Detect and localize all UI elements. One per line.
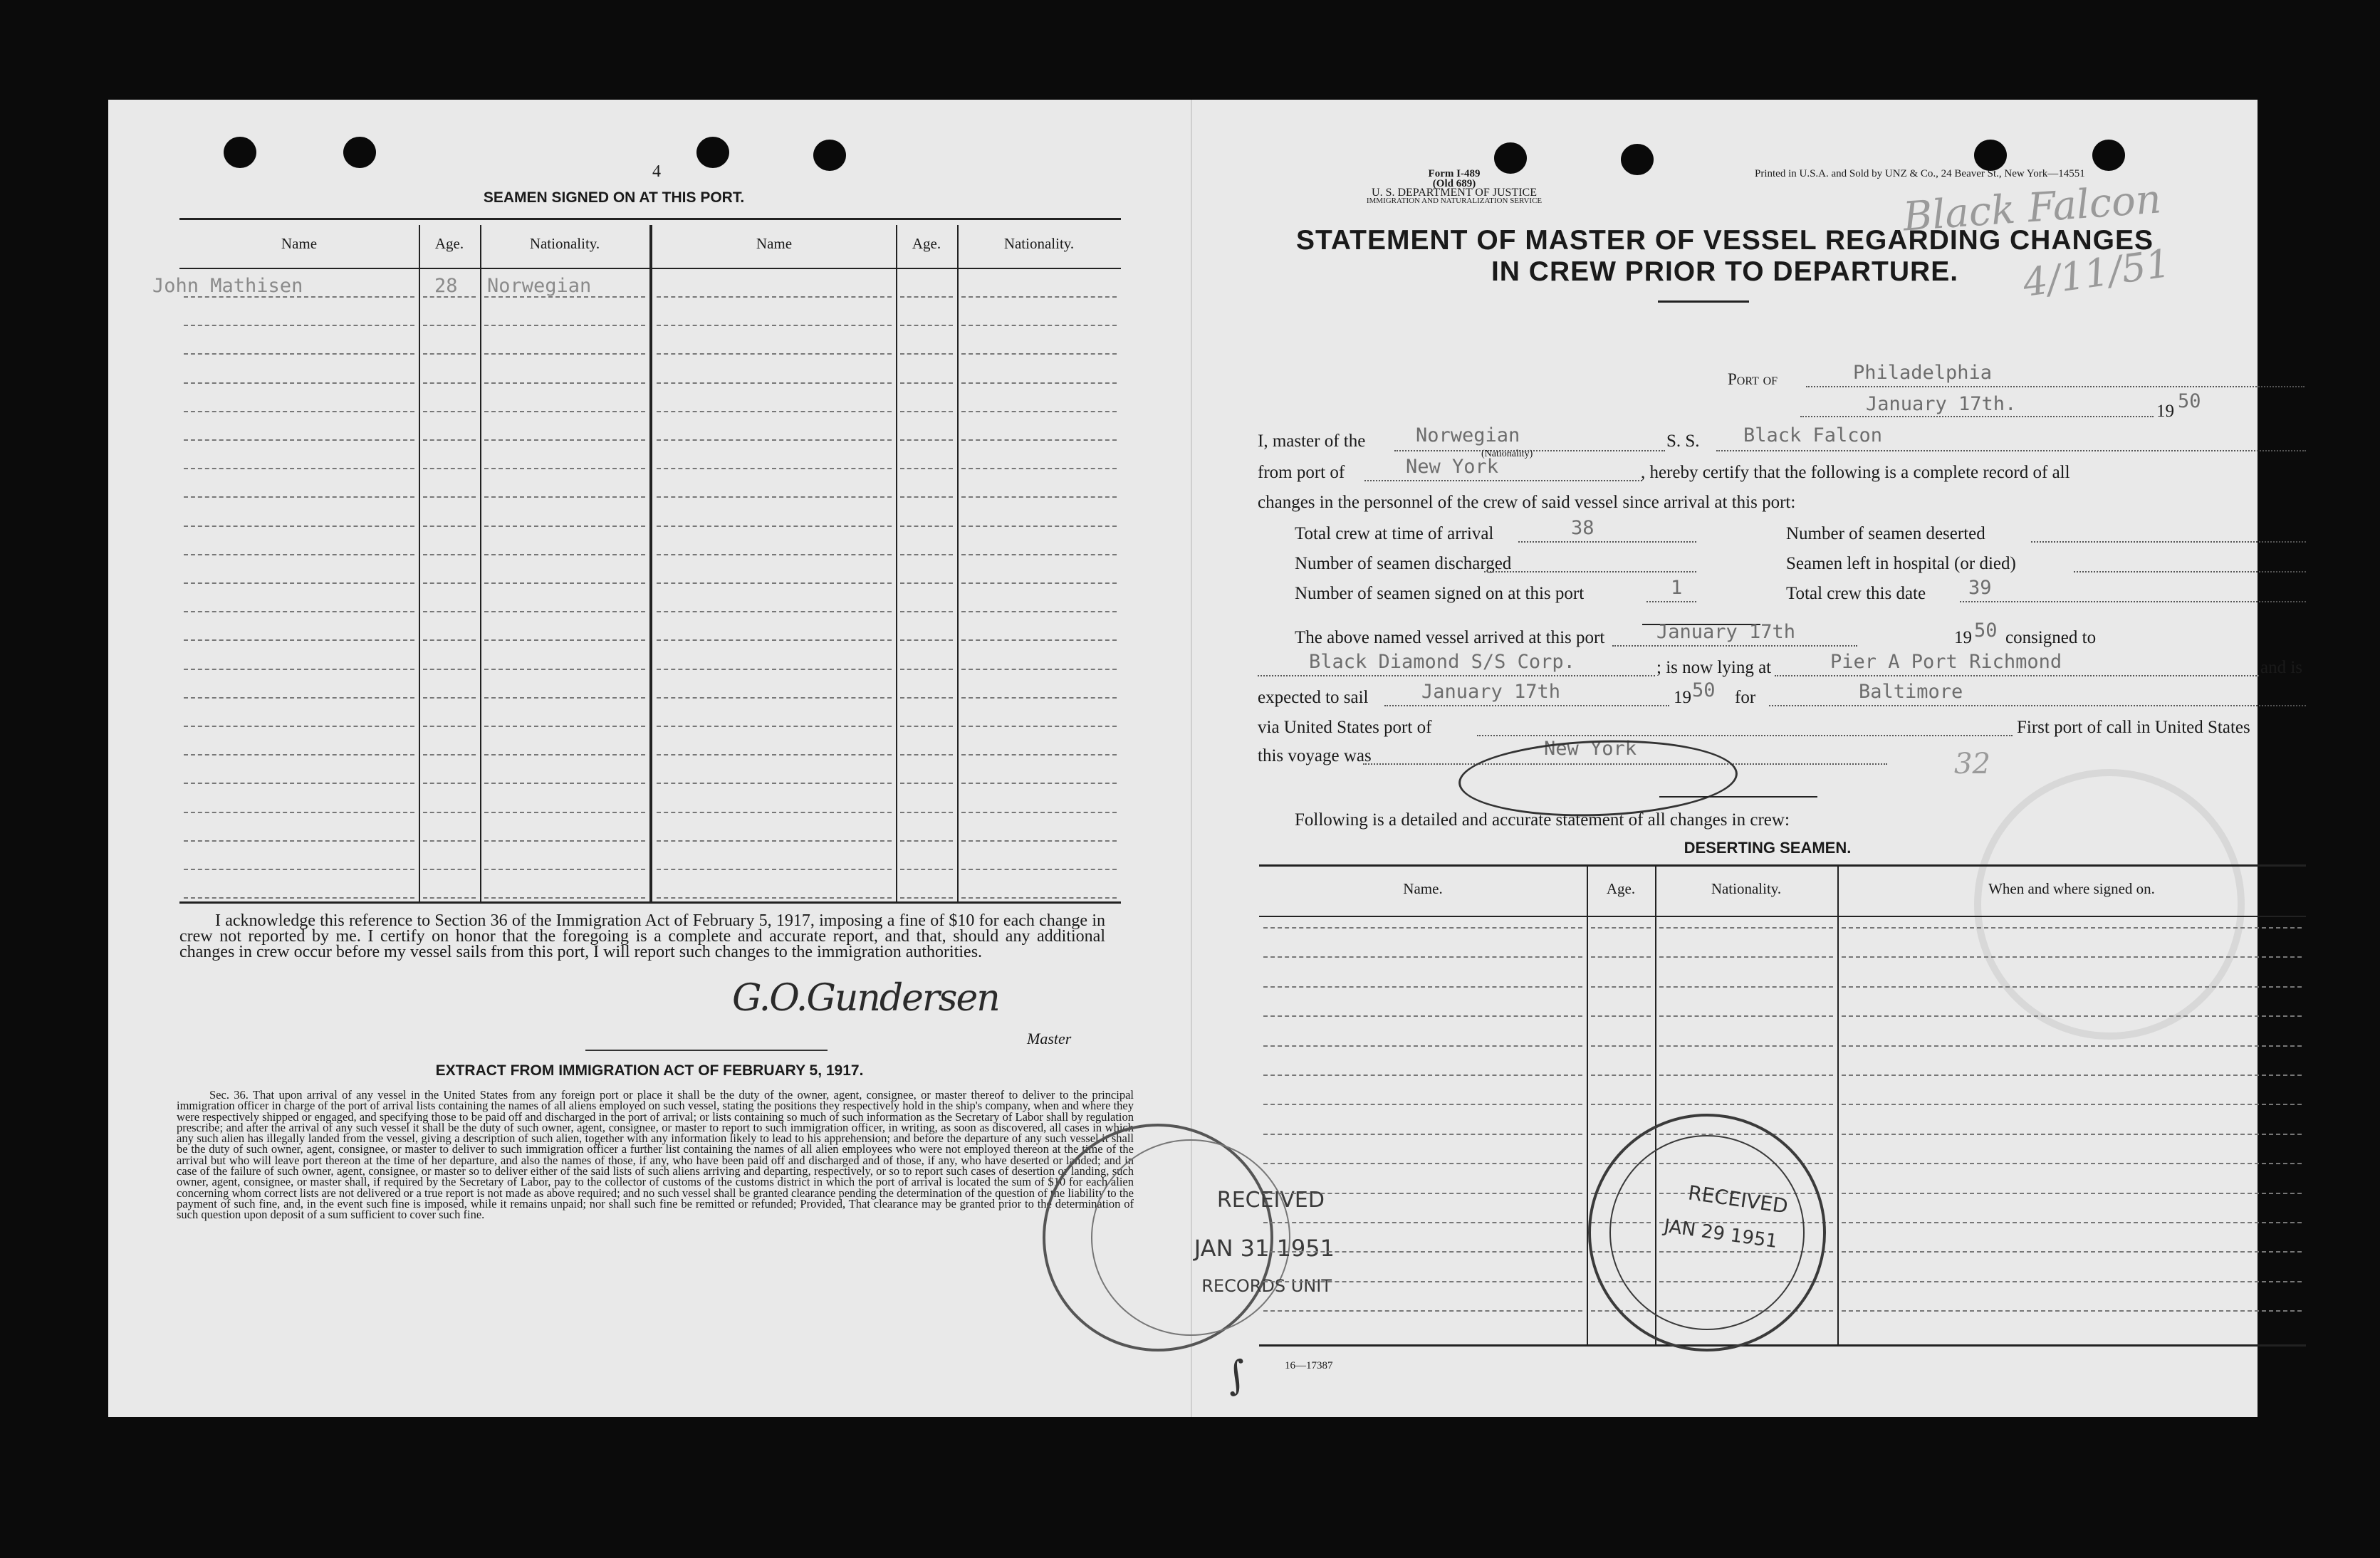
table-row-rule bbox=[961, 439, 1117, 441]
table-row-rule bbox=[184, 353, 414, 355]
desert-row-rule bbox=[1842, 1134, 2302, 1135]
desert-row-rule bbox=[1842, 956, 2302, 958]
desert-row-rule bbox=[1263, 1104, 1582, 1105]
desert-row-rule bbox=[1263, 1222, 1582, 1223]
lying-label: ; is now lying at bbox=[1656, 658, 1772, 677]
table-row-rule bbox=[657, 783, 892, 784]
consignee-value: Black Diamond S/S Corp. bbox=[1309, 651, 1575, 673]
table-row-rule bbox=[423, 526, 476, 527]
table-row-rule bbox=[900, 554, 953, 555]
desert-row-rule bbox=[1591, 986, 1651, 988]
desert-row-rule bbox=[1659, 927, 1833, 929]
arrived-date: January 17th bbox=[1656, 621, 1796, 643]
table-row-rule bbox=[961, 812, 1117, 813]
arrived-year-prefix: 19 bbox=[1954, 628, 1972, 647]
extract-title: EXTRACT FROM IMMIGRATION ACT OF FEBRUARY 5, 1917. bbox=[435, 1062, 864, 1079]
table-row-rule bbox=[184, 669, 414, 670]
sum-line bbox=[1659, 796, 1817, 798]
desert-table-header-rule bbox=[1259, 916, 2306, 917]
table-row-rule bbox=[484, 783, 645, 784]
form-old-number: (Old 689) bbox=[1432, 178, 1476, 189]
table-row-rule bbox=[484, 554, 645, 555]
table-row-rule bbox=[484, 812, 645, 813]
col-header-nationality: Nationality. bbox=[1003, 235, 1075, 252]
handwritten-vessel-name: Black Falcon bbox=[1901, 176, 2163, 241]
desert-row-rule bbox=[1263, 1075, 1582, 1076]
desert-row-rule bbox=[1842, 1075, 2302, 1076]
table-row-rule bbox=[900, 840, 953, 842]
desert-row-rule bbox=[1842, 1222, 2302, 1223]
table-row-rule bbox=[484, 869, 645, 870]
column-rule bbox=[896, 225, 897, 901]
table-row-rule bbox=[961, 296, 1117, 298]
table-row-rule bbox=[961, 869, 1117, 870]
table-row-rule bbox=[484, 754, 645, 756]
table-row-rule bbox=[484, 526, 645, 527]
table-row-rule bbox=[900, 869, 953, 870]
desert-row-rule bbox=[1591, 1104, 1651, 1105]
table-row-rule bbox=[657, 353, 892, 355]
table-row-rule bbox=[657, 296, 892, 298]
signature-title: Master bbox=[1027, 1030, 1072, 1047]
table-row-rule bbox=[657, 468, 892, 469]
dotted-line bbox=[1364, 480, 1642, 481]
service-name: IMMIGRATION AND NATURALIZATION SERVICE bbox=[1366, 197, 1543, 205]
dotted-line bbox=[1484, 571, 1696, 573]
dotted-line bbox=[1477, 735, 2013, 736]
for-label: for bbox=[1735, 688, 1756, 707]
table-row-rule bbox=[657, 496, 892, 498]
table-row-rule bbox=[900, 726, 953, 727]
deserted-label: Number of seamen deserted bbox=[1786, 524, 1985, 543]
table-row-rule bbox=[657, 325, 892, 326]
deserting-title: DESERTING SEAMEN. bbox=[1684, 839, 1852, 857]
punch-hole bbox=[1974, 140, 2007, 171]
master-signature: G.O.Gundersen bbox=[732, 977, 999, 1020]
table-row-rule bbox=[484, 726, 645, 727]
table-row-rule bbox=[423, 869, 476, 870]
table-row-rule bbox=[900, 296, 953, 298]
table-row-rule bbox=[484, 439, 645, 441]
table-row-rule bbox=[423, 639, 476, 641]
dotted-line bbox=[1960, 601, 2306, 602]
table-row-rule bbox=[961, 468, 1117, 469]
desert-row-rule bbox=[1842, 1251, 2302, 1253]
column-rule bbox=[480, 225, 481, 901]
col-header-name: Name bbox=[756, 235, 793, 252]
from-port-value: New York bbox=[1406, 456, 1499, 478]
table-row-rule bbox=[900, 468, 953, 469]
table-row-rule bbox=[423, 468, 476, 469]
sail-year-prefix: 19 bbox=[1674, 688, 1691, 707]
table-row-rule bbox=[484, 468, 645, 469]
first-port-label: First port of call in United States bbox=[2017, 718, 2250, 737]
table-row-rule bbox=[900, 496, 953, 498]
table-row-rule bbox=[184, 468, 414, 469]
acknowledgement-text: I acknowledge this reference to Section 36 of the Immigration Act of February 5, 1917, imposing a fine of $10 for each change in crew not reported by me. I certify on honor that the foregoing is a complete and accurate report, and that, should any additional changes in crew occur before my vessel sails from this port, I will report such changes to the immigration authorities. bbox=[179, 911, 1105, 961]
table-row-rule bbox=[961, 726, 1117, 727]
punch-hole bbox=[343, 137, 376, 168]
table-row-rule bbox=[657, 611, 892, 612]
sail-year: 50 bbox=[1692, 679, 1716, 701]
sail-date: January 17th bbox=[1421, 681, 1561, 703]
table-row-rule bbox=[423, 897, 476, 899]
table-row-rule bbox=[961, 783, 1117, 784]
table-row-rule bbox=[961, 554, 1117, 555]
vessel-nationality: Norwegian bbox=[1416, 424, 1520, 446]
following-text: Following is a detailed and accurate statement of all changes in crew: bbox=[1295, 810, 1790, 830]
table-row-rule bbox=[423, 669, 476, 670]
certify-text: , hereby certify that the following is a complete record of all bbox=[1641, 463, 2070, 482]
signed-on-value: 1 bbox=[1671, 577, 1683, 599]
table-row-rule bbox=[423, 726, 476, 727]
table-row-rule bbox=[961, 496, 1117, 498]
col-header-age: Age. bbox=[434, 235, 464, 252]
table-row-rule bbox=[900, 897, 953, 899]
port-of-value: Philadelphia bbox=[1853, 362, 1993, 384]
table-row-rule bbox=[484, 411, 645, 412]
table-row-rule bbox=[484, 325, 645, 326]
table-row-rule bbox=[900, 611, 953, 612]
entry-age: 28 bbox=[434, 275, 458, 297]
punch-hole bbox=[1621, 144, 1654, 175]
desert-col-nationality: Nationality. bbox=[1711, 880, 1782, 897]
table-row-rule bbox=[184, 726, 414, 727]
table-row-rule bbox=[657, 411, 892, 412]
entry-name: John Mathisen bbox=[152, 275, 303, 297]
table-row-rule bbox=[484, 697, 645, 699]
desert-row-rule bbox=[1659, 986, 1833, 988]
form-number: Form I-489 bbox=[1428, 168, 1481, 179]
punch-hole bbox=[224, 137, 256, 168]
table-row-rule bbox=[900, 582, 953, 584]
table-row-rule bbox=[657, 697, 892, 699]
stamp-received-date: JAN 29 1951 bbox=[1662, 1215, 1779, 1253]
desert-row-rule bbox=[1591, 927, 1651, 929]
table-row-rule bbox=[184, 611, 414, 612]
dotted-line bbox=[2031, 541, 2306, 543]
voyage-label: this voyage was bbox=[1258, 746, 1372, 765]
table-row-rule bbox=[657, 812, 892, 813]
table-row-rule bbox=[657, 382, 892, 384]
table-row-rule bbox=[423, 353, 476, 355]
table-row-rule bbox=[961, 411, 1117, 412]
table-row-rule bbox=[961, 669, 1117, 670]
desert-row-rule bbox=[1591, 1015, 1651, 1017]
desert-row-rule bbox=[1263, 1251, 1582, 1253]
handwritten-mark: ∫ bbox=[1222, 1352, 1251, 1399]
col-header-name: Name bbox=[281, 235, 318, 252]
section-title-signed-on: SEAMEN SIGNED ON AT THIS PORT. bbox=[483, 189, 745, 206]
table-row-rule bbox=[184, 582, 414, 584]
ss-prefix: S. S. bbox=[1666, 432, 1700, 451]
arrived-year: 50 bbox=[1974, 619, 1998, 642]
table-row-rule bbox=[184, 639, 414, 641]
total-crew-arrival-label: Total crew at time of arrival bbox=[1295, 524, 1494, 543]
table-row-rule bbox=[184, 526, 414, 527]
total-crew-date-label: Total crew this date bbox=[1786, 584, 1926, 603]
desert-col-age: Age. bbox=[1606, 880, 1636, 897]
table-row-rule bbox=[484, 840, 645, 842]
desert-col-when-where: When and where signed on. bbox=[1988, 880, 2155, 897]
table-row-rule bbox=[657, 439, 892, 441]
desert-row-rule bbox=[1842, 1281, 2302, 1282]
dotted-line bbox=[1518, 541, 1696, 543]
dotted-line bbox=[1775, 675, 2259, 676]
table-row-rule bbox=[657, 582, 892, 584]
hospital-label: Seamen left in hospital (or died) bbox=[1786, 554, 2016, 573]
desert-row-rule bbox=[1842, 1193, 2302, 1194]
form-title-line2: IN CREW PRIOR TO DEPARTURE. bbox=[1491, 256, 1959, 287]
table-row-rule bbox=[961, 754, 1117, 756]
table-row-rule bbox=[484, 897, 645, 899]
desert-row-rule bbox=[1263, 1134, 1582, 1135]
col-header-age: Age. bbox=[912, 235, 941, 252]
table-row-rule bbox=[484, 669, 645, 670]
table-row-rule bbox=[423, 296, 476, 298]
table-row-rule bbox=[423, 783, 476, 784]
table-row-rule bbox=[900, 783, 953, 784]
table-row-rule bbox=[900, 353, 953, 355]
desert-row-rule bbox=[1263, 1045, 1582, 1047]
changes-text: changes in the personnel of the crew of said vessel since arrival at this port: bbox=[1258, 493, 1796, 512]
table-row-rule bbox=[423, 754, 476, 756]
table-row-rule bbox=[423, 840, 476, 842]
desert-column-rule bbox=[1837, 866, 1839, 1346]
stamp-received-label: RECEIVED bbox=[1216, 1188, 1325, 1213]
punch-hole bbox=[813, 140, 846, 171]
table-row-rule bbox=[423, 554, 476, 555]
vessel-name: Black Falcon bbox=[1743, 424, 1883, 446]
table-row-rule bbox=[900, 382, 953, 384]
master-prefix: I, master of the bbox=[1258, 432, 1366, 451]
table-row-rule bbox=[423, 611, 476, 612]
table-row-rule bbox=[423, 382, 476, 384]
table-row-rule bbox=[484, 582, 645, 584]
document-sheet bbox=[108, 100, 2303, 1417]
desert-row-rule bbox=[1263, 1193, 1582, 1194]
table-row-rule bbox=[900, 669, 953, 670]
arrived-label: The above named vessel arrived at this port bbox=[1295, 628, 1605, 647]
column-rule bbox=[649, 225, 652, 901]
table-row-rule bbox=[900, 639, 953, 641]
table-row-rule bbox=[423, 812, 476, 813]
table-row-rule bbox=[657, 726, 892, 727]
desert-table-bottom bbox=[1259, 1344, 2306, 1347]
statement-date: January 17th. bbox=[1866, 393, 2017, 415]
desert-row-rule bbox=[1842, 1163, 2302, 1164]
table-row-rule bbox=[961, 897, 1117, 899]
desert-row-rule bbox=[1842, 1310, 2302, 1312]
lying-at-value: Pier A Port Richmond bbox=[1830, 651, 2062, 673]
desert-row-rule bbox=[1842, 1015, 2302, 1017]
nationality-caption: (Nationality) bbox=[1481, 449, 1533, 459]
desert-row-rule bbox=[1842, 986, 2302, 988]
desert-row-rule bbox=[1591, 956, 1651, 958]
table-row-rule bbox=[961, 325, 1117, 326]
table-row-rule bbox=[484, 353, 645, 355]
table-row-rule bbox=[184, 897, 414, 899]
table-row-rule bbox=[900, 325, 953, 326]
first-port-circle bbox=[1457, 736, 1738, 821]
table-row-rule bbox=[900, 754, 953, 756]
table-row-rule bbox=[484, 296, 645, 298]
table-row-rule bbox=[184, 439, 414, 441]
destination-value: Baltimore bbox=[1859, 681, 1963, 703]
table-row-rule bbox=[423, 325, 476, 326]
column-rule bbox=[419, 225, 420, 901]
table-row-rule bbox=[657, 669, 892, 670]
via-label: via United States port of bbox=[1258, 718, 1432, 737]
stamp-received-date: JAN 31 1951 bbox=[1194, 1235, 1335, 1262]
sail-label: expected to sail bbox=[1258, 688, 1369, 707]
punch-hole bbox=[696, 137, 729, 168]
dotted-line bbox=[1258, 675, 1655, 676]
desert-row-rule bbox=[1842, 1104, 2302, 1105]
dotted-line bbox=[1800, 416, 2154, 417]
table-row-rule bbox=[184, 869, 414, 870]
table-row-rule bbox=[423, 582, 476, 584]
desert-row-rule bbox=[1659, 1045, 1833, 1047]
extract-text: Sec. 36. That upon arrival of any vessel in the United States from any foreign port or place it shall be the duty of the owner, agent, consignee, or master thereof to deliver to the principal immigration officer in charge of the port of arrival lists containing the names of all aliens employed on such vessel, stating the positions they respectively hold in the ship's company, when and where they were respectively shipped or engaged, and specifying those to be paid off and discharged in the port of arrival; or lists containing so much of such information as the Secretary of Labor shall by regulation prescribe; and after the arrival of any such vessel it shall be the duty of such owner, agent, consignee, or master to report to such immigration officer, in writing, as soon as discovered, all cases in which any such alien has illegally landed from the vessel, giving a description of such alien, together with any information likely to lead to his apprehension; and before the departure of any such vessel it shall be the duty of such owner, agent, consignee, or master to deliver to such immigration officer a further list containing the names of all alien employees who were not employed thereon at the time of the arrival but who will leave port thereon at the time of her departure, and also the names of those, if any, who have been paid off and discharged and of those, if any, who have deserted or landed; and in case of the failure of such owner, agent, consignee, or master so to deliver either of the said lists of such aliens arriving and departing, respectively, or so to report such cases of desertion or landing, such owner, agent, consignee, or master shall, if required by the Secretary of Labor, pay to the collector of customs of the customs district in which the port of arrival is located the sum of $10 for each alien concerning whom correct lists are not delivered or a true report is not made as above required; and no such vessel shall be granted clearance pending the determination of the question of the liability to the payment of such fine, and, in the event such fine is imposed, while it remains unpaid; nor shall such fine be remitted or refunded; Provided, That clearance may be granted prior to the determination of such question upon deposit of a sum sufficient to cover such fine. bbox=[177, 1088, 1134, 1222]
desert-row-rule bbox=[1263, 956, 1582, 958]
desert-row-rule bbox=[1842, 1045, 2302, 1047]
desert-row-rule bbox=[1263, 927, 1582, 929]
desert-row-rule bbox=[1842, 927, 2302, 929]
stamp-records-unit: RECORDS UNIT bbox=[1201, 1276, 1332, 1296]
desert-row-rule bbox=[1263, 1015, 1582, 1017]
table-row-rule bbox=[900, 439, 953, 441]
desert-row-rule bbox=[1263, 1163, 1582, 1164]
desert-row-rule bbox=[1591, 1075, 1651, 1076]
table-row-rule bbox=[900, 411, 953, 412]
entry-nationality: Norwegian bbox=[487, 275, 592, 297]
dotted-line bbox=[1769, 705, 2306, 706]
column-rule bbox=[957, 225, 959, 901]
table-row-rule bbox=[484, 639, 645, 641]
table-row-rule bbox=[423, 697, 476, 699]
table-bottom-rule bbox=[179, 901, 1121, 904]
printer-line: Printed in U.S.A. and Sold by UNZ & Co., 24 Beaver St., New York—14551 bbox=[1755, 168, 2085, 179]
table-top-rule bbox=[179, 218, 1121, 220]
handwritten-number: 32 bbox=[1954, 748, 1990, 780]
table-row-rule bbox=[657, 869, 892, 870]
desert-row-rule bbox=[1659, 1015, 1833, 1017]
dotted-line bbox=[1646, 601, 1696, 602]
consigned-label: consigned to bbox=[2005, 628, 2097, 647]
table-row-rule bbox=[184, 554, 414, 555]
table-row-rule bbox=[961, 840, 1117, 842]
table-row-rule bbox=[184, 812, 414, 813]
desert-row-rule bbox=[1659, 1075, 1833, 1076]
table-row-rule bbox=[961, 611, 1117, 612]
total-crew-date-value: 39 bbox=[1968, 577, 1992, 599]
dotted-line bbox=[1806, 386, 2305, 387]
page-number: 4 bbox=[652, 162, 661, 181]
and-is-label: and is bbox=[2260, 658, 2303, 677]
title-underline bbox=[1658, 300, 1749, 303]
form-title-line1: STATEMENT OF MASTER OF VESSEL REGARDING CHANGES bbox=[1295, 225, 2154, 256]
table-row-rule bbox=[961, 353, 1117, 355]
desert-row-rule bbox=[1263, 1281, 1582, 1282]
dotted-line bbox=[1612, 645, 1857, 647]
table-row-rule bbox=[184, 296, 414, 298]
form-code: 16—17387 bbox=[1285, 1360, 1333, 1371]
total-crew-arrival-value: 38 bbox=[1571, 517, 1595, 539]
dotted-line bbox=[2074, 571, 2306, 573]
table-row-rule bbox=[657, 639, 892, 641]
table-row-rule bbox=[657, 754, 892, 756]
table-row-rule bbox=[184, 411, 414, 412]
department-name: U. S. DEPARTMENT OF JUSTICE bbox=[1372, 187, 1537, 199]
first-port-value: New York bbox=[1544, 738, 1637, 760]
statement-year: 50 bbox=[2178, 390, 2201, 412]
table-row-rule bbox=[961, 639, 1117, 641]
table-row-rule bbox=[961, 526, 1117, 527]
table-row-rule bbox=[657, 526, 892, 527]
table-row-rule bbox=[484, 496, 645, 498]
from-port-label: from port of bbox=[1258, 463, 1345, 482]
table-row-rule bbox=[184, 697, 414, 699]
col-header-nationality: Nationality. bbox=[529, 235, 600, 252]
port-of-label: Port of bbox=[1728, 370, 1778, 388]
desert-column-rule bbox=[1587, 866, 1588, 1346]
desert-row-rule bbox=[1263, 1310, 1582, 1312]
signed-on-label: Number of seamen signed on at this port bbox=[1295, 584, 1585, 603]
table-row-rule bbox=[657, 840, 892, 842]
discharged-label: Number of seamen discharged bbox=[1295, 554, 1512, 573]
table-row-rule bbox=[657, 897, 892, 899]
table-row-rule bbox=[961, 582, 1117, 584]
faint-background-stamp bbox=[1974, 769, 2245, 1040]
table-row-rule bbox=[423, 439, 476, 441]
table-row-rule bbox=[184, 496, 414, 498]
table-row-rule bbox=[484, 611, 645, 612]
desert-table-top bbox=[1259, 864, 2306, 867]
stamp-received-label: RECEIVED bbox=[1686, 1181, 1790, 1218]
desert-row-rule bbox=[1263, 986, 1582, 988]
desert-row-rule bbox=[1659, 1104, 1833, 1105]
handwritten-date: 4/11/51 bbox=[2020, 240, 2173, 306]
table-row-rule bbox=[484, 382, 645, 384]
table-row-rule bbox=[961, 697, 1117, 699]
table-row-rule bbox=[184, 754, 414, 756]
table-row-rule bbox=[900, 526, 953, 527]
dotted-line bbox=[1384, 705, 1669, 706]
table-row-rule bbox=[900, 812, 953, 813]
table-row-rule bbox=[657, 554, 892, 555]
desert-row-rule bbox=[1659, 956, 1833, 958]
desert-col-name: Name. bbox=[1403, 880, 1443, 897]
desert-row-rule bbox=[1591, 1045, 1651, 1047]
punch-hole bbox=[2092, 140, 2125, 171]
signature-line bbox=[585, 1050, 828, 1051]
table-row-rule bbox=[900, 697, 953, 699]
table-row-rule bbox=[184, 325, 414, 326]
table-row-rule bbox=[961, 382, 1117, 384]
table-row-rule bbox=[423, 496, 476, 498]
table-row-rule bbox=[184, 840, 414, 842]
table-row-rule bbox=[423, 411, 476, 412]
table-row-rule bbox=[184, 382, 414, 384]
dotted-line bbox=[1716, 450, 2306, 451]
table-row-rule bbox=[184, 783, 414, 784]
year-prefix: 19 bbox=[2156, 402, 2174, 421]
